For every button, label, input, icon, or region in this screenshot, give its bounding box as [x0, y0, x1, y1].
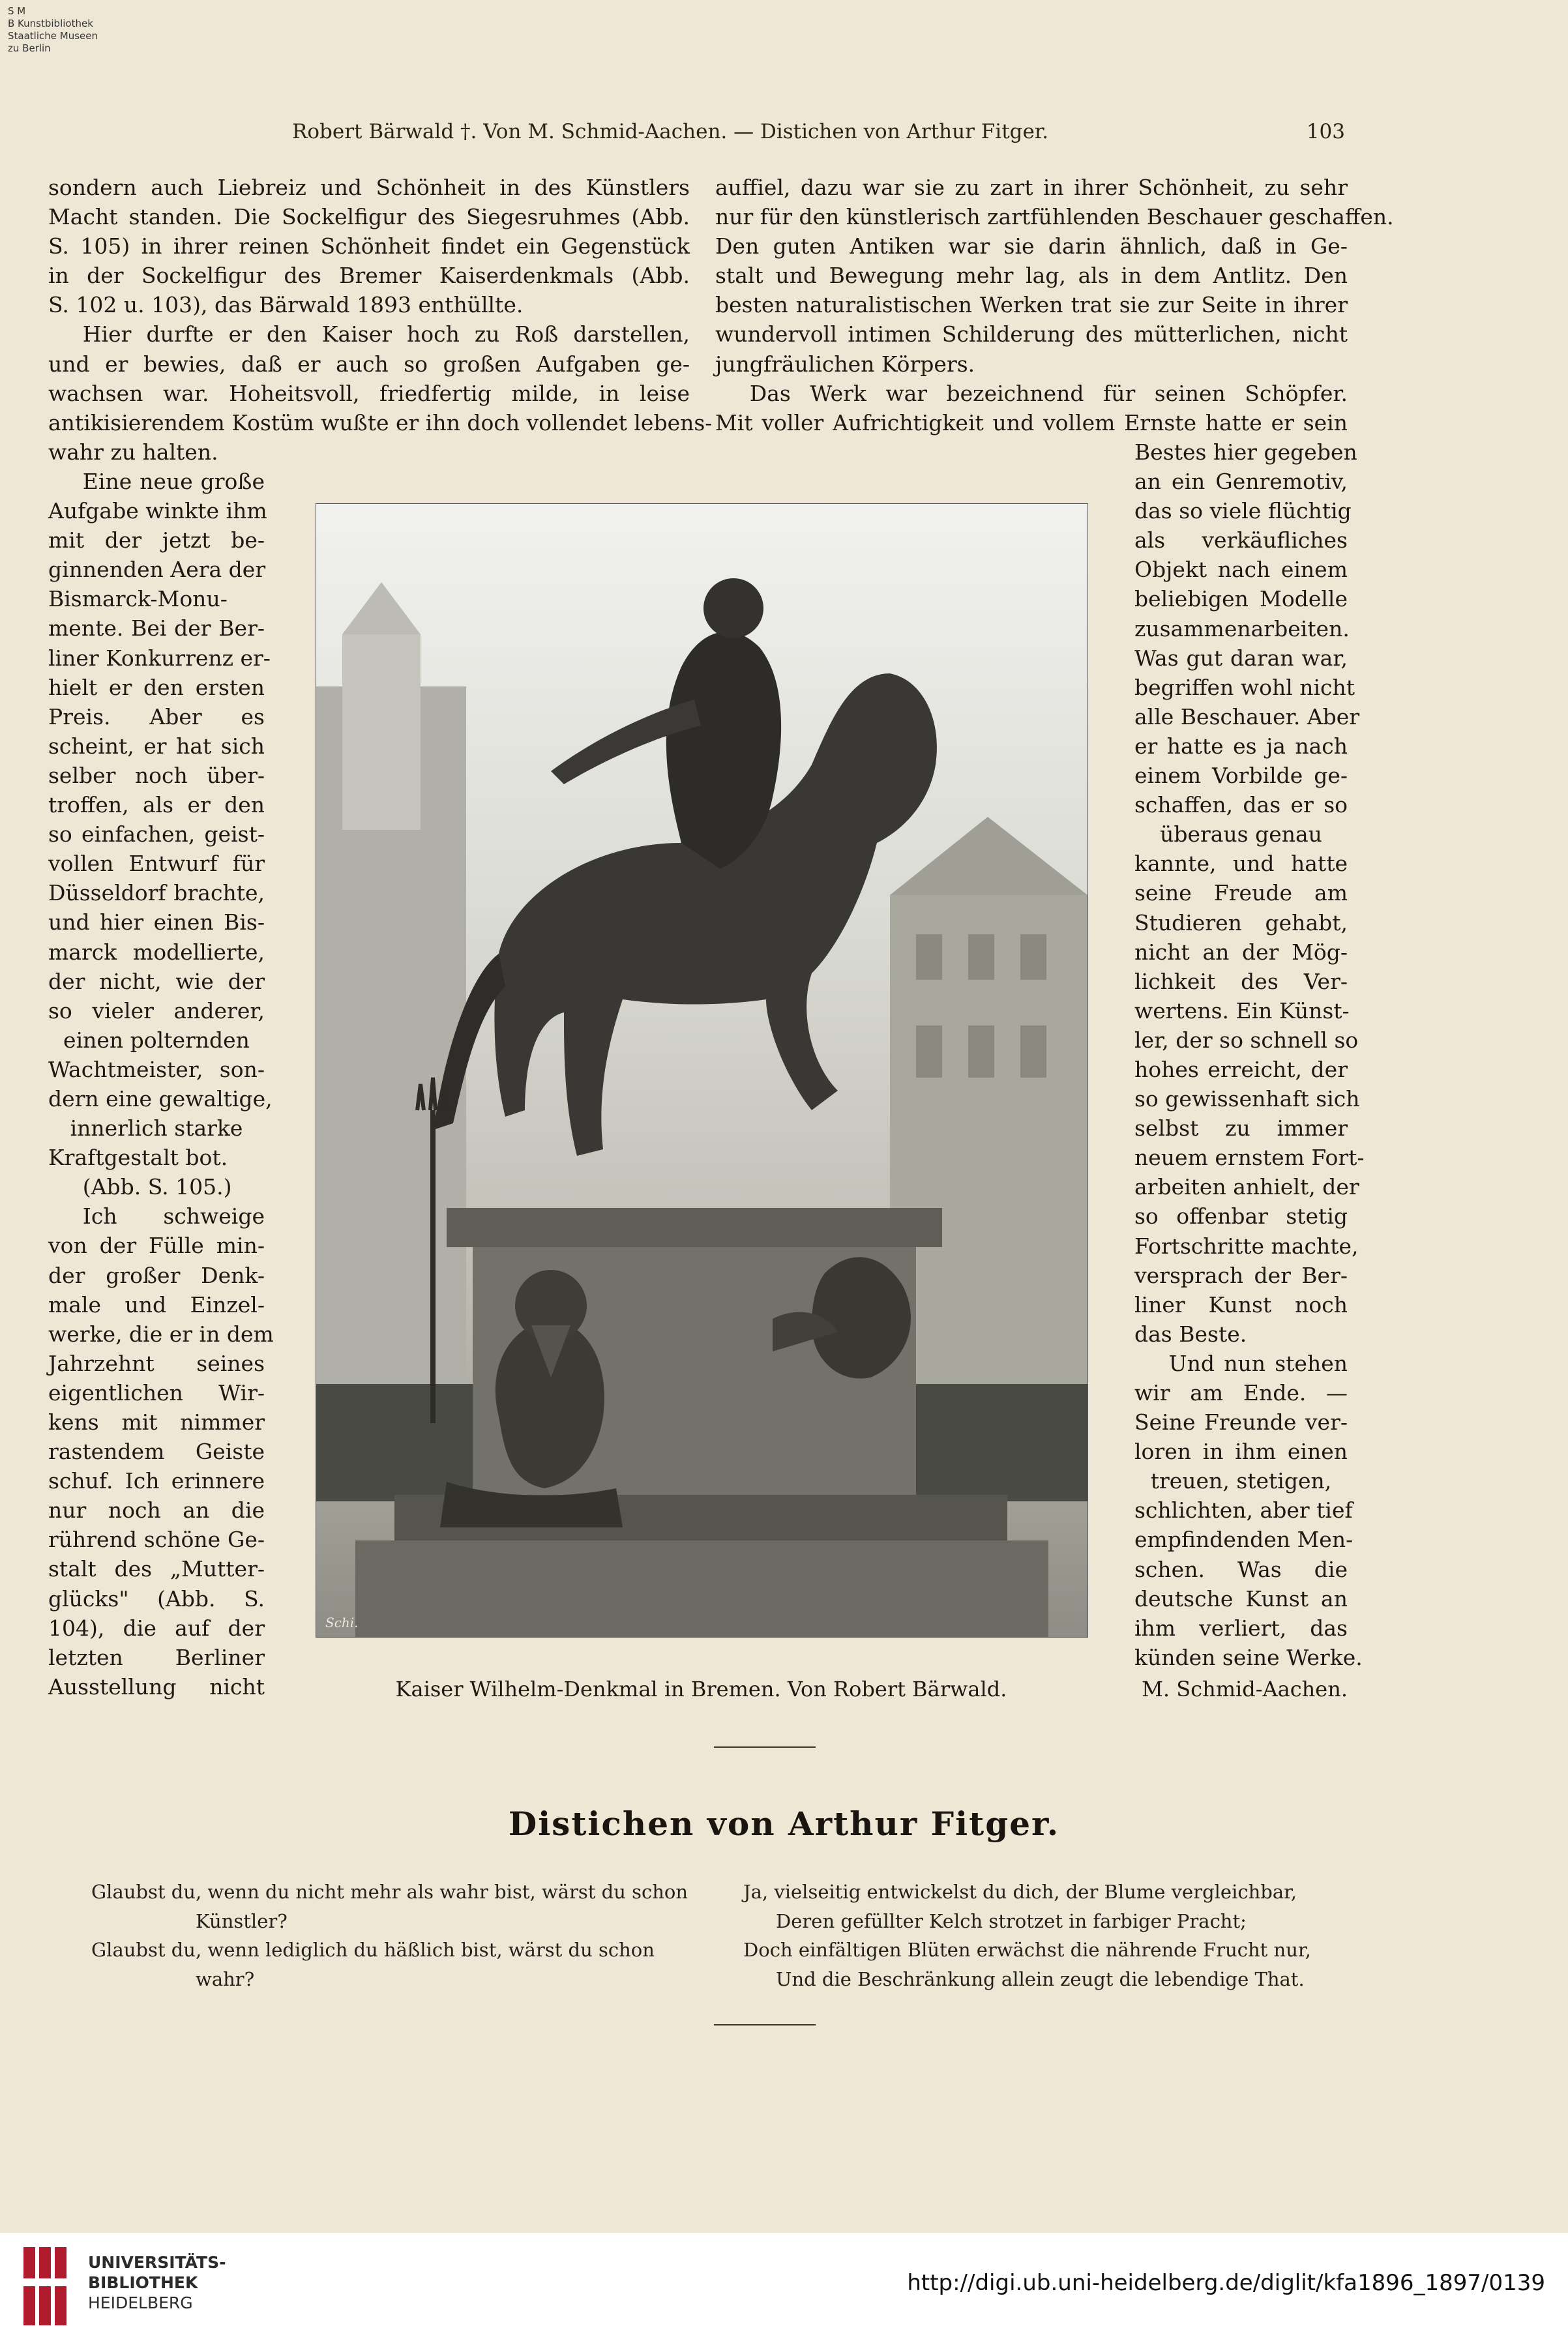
text-line: Was gut daran war, — [1134, 645, 1348, 671]
text-line: kens mit nimmer — [48, 1409, 265, 1435]
text-line: S. 102 u. 103), das Bärwald 1893 enthüllte. — [48, 292, 524, 318]
text-line: neuem ernstem Fort- — [1134, 1145, 1365, 1171]
poem-line: wahr? — [196, 1967, 255, 1990]
text-line: so gewissenhaft sich — [1134, 1086, 1360, 1112]
text-line: mit der jetzt be- — [48, 527, 265, 553]
stamp-line: Staatliche Museen — [8, 30, 98, 42]
text-line: besten naturalistischen Werken trat sie zur Seite in ihrer — [715, 292, 1348, 318]
stamp-line: S M — [8, 5, 26, 17]
text-line: schlichten, aber tief — [1134, 1497, 1353, 1524]
photo-signature: Schi. — [325, 1615, 359, 1630]
text-line: auffiel, dazu war sie zu zart in ihrer Schönheit, zu sehr — [715, 175, 1348, 200]
article-right-narrow — [1134, 437, 1365, 1672]
text-line: stalt und Bewegung mehr lag, als in dem Antlitz. Den — [715, 263, 1348, 289]
text-line: rührend schöne Ge- — [48, 1527, 265, 1553]
text-line: begriffen wohl nicht — [1134, 674, 1355, 700]
text-line: werke, die er in dem — [48, 1321, 274, 1347]
text-line: in der Sockelfigur des Bremer Kaiserdenkmals (Abb. — [48, 263, 690, 289]
library-name — [88, 2252, 226, 2313]
text-line: Jahrzehnt seines — [48, 1350, 265, 1376]
text-line: wahr zu halten. — [48, 439, 218, 465]
page-number: 103 — [1306, 120, 1345, 143]
text-line: zusammenarbeiten. — [1134, 615, 1350, 641]
poem-line: Glaubst du, wenn lediglich du häßlich bist, wärst du schon — [91, 1939, 655, 1961]
text-line: mente. Bei der Ber- — [48, 615, 265, 641]
text-line: arbeiten anhielt, der — [1134, 1174, 1359, 1200]
text-line: loren in ihm einen — [1134, 1439, 1348, 1465]
text-line: empfindenden Men- — [1134, 1527, 1354, 1553]
text-line: wachsen war. Hoheitsvoll, friedfertig milde, in leise — [48, 380, 690, 406]
university-library-logo-icon — [21, 2241, 78, 2332]
stamp-line: zu Berlin — [8, 42, 51, 54]
text-line: liner Konkurrenz er- — [48, 645, 271, 671]
text-line: das Beste. — [1134, 1321, 1247, 1347]
author-signature: M. Schmid-Aachen. — [1142, 1677, 1348, 1701]
text-line: so einfachen, geist- — [48, 821, 265, 847]
text-line: Eine neue große — [82, 469, 265, 494]
text-line: Bismarck-Monu- — [48, 586, 228, 612]
poem-line: Und die Beschränkung allein zeugt die lebendige That. — [776, 1967, 1305, 1990]
text-line: selber noch über- — [48, 762, 265, 788]
figure-caption: Kaiser Wilhelm-Denkmal in Bremen. Von Robert Bärwald. — [395, 1677, 1007, 1701]
poem-line: Deren gefüllter Kelch strotzet in farbiger Pracht; — [776, 1909, 1247, 1932]
text-line: einem Vorbilde ge- — [1134, 763, 1348, 789]
running-head-text: Robert Bärwald †. Von M. Schmid-Aachen. — Distichen von Arthur Fitger. — [292, 120, 1049, 143]
text-line: Seine Freunde ver- — [1134, 1409, 1348, 1436]
text-line: Den guten Antiken war sie darin ähnlich, daß in Ge- — [715, 233, 1348, 259]
text-line: Hier durfte er den Kaiser hoch zu Roß darstellen, — [82, 321, 690, 347]
text-line: alle Beschauer. Aber — [1134, 703, 1360, 729]
text-line: innerlich starke — [70, 1115, 243, 1141]
source-url-link[interactable]: http://digi.ub.uni-heidelberg.de/diglit/kfa1896_1897/0139 — [907, 2270, 1545, 2296]
text-line: er hatte es ja nach — [1134, 733, 1348, 759]
text-line: eigentlichen Wir- — [48, 1379, 265, 1406]
text-line: künden seine Werke. — [1134, 1644, 1363, 1670]
text-line: und er bewies, daß er auch so großen Aufgaben ge- — [48, 351, 690, 377]
text-line: sondern auch Liebreiz und Schönheit in des Künstlers — [48, 175, 690, 200]
text-line: beliebigen Modelle — [1134, 586, 1348, 612]
poem-line: Ja, vielseitig entwickelst du dich, der Blume vergleichbar, — [743, 1881, 1297, 1903]
text-line: treuen, stetigen, — [1150, 1468, 1332, 1494]
text-line: glücks" (Abb. S. — [48, 1585, 265, 1612]
text-line: ihm verliert, das — [1134, 1615, 1348, 1641]
text-line: 104), die auf der — [48, 1615, 265, 1641]
text-line: nur noch an die — [48, 1497, 265, 1524]
text-line: liner Kunst noch — [1134, 1291, 1348, 1318]
divider-rule — [714, 1746, 816, 1748]
text-line: versprach der Ber- — [1134, 1262, 1348, 1288]
distich-right — [743, 1877, 1330, 1994]
text-line: Mit voller Aufrichtigkeit und vollem Ernste hatte er sein — [715, 409, 1348, 435]
article-right-top — [715, 173, 1394, 437]
poem-line: Glaubst du, wenn du nicht mehr als wahr bist, wärst du schon — [91, 1881, 688, 1903]
text-line: kannte, und hatte — [1134, 851, 1348, 877]
text-line: stalt des „Mutter- — [48, 1556, 265, 1582]
text-line: der nicht, wie der — [48, 968, 265, 994]
text-line: Ausstellung nicht — [48, 1673, 265, 1700]
text-line: jungfräulichen Körpers. — [715, 351, 975, 377]
text-line: (Abb. S. 105.) — [82, 1174, 232, 1200]
text-line: Wachtmeister, son- — [48, 1056, 265, 1082]
monument-photo — [316, 503, 1088, 1638]
text-line: Und nun stehen — [1168, 1350, 1348, 1376]
text-line: deutsche Kunst an — [1134, 1585, 1348, 1612]
text-line: ginnenden Aera der — [48, 557, 266, 583]
text-line: scheint, er hat sich — [48, 733, 265, 759]
poems-title: Distichen von Arthur Fitger. — [508, 1804, 1060, 1843]
library-stamp — [8, 5, 98, 55]
text-line: Fortschritte machte, — [1134, 1233, 1359, 1259]
library-footer — [0, 2233, 1568, 2341]
text-line: das so viele flüchtig — [1134, 498, 1352, 524]
text-line: nur für den künstlerisch zartfühlenden Beschauer geschaffen. — [715, 204, 1394, 230]
text-line: Düsseldorf brachte, — [48, 880, 265, 906]
text-line: ler, der so schnell so — [1134, 1027, 1359, 1053]
text-line: vollen Entwurf für — [48, 851, 265, 877]
text-line: von der Fülle min- — [48, 1233, 265, 1259]
text-line: Objekt nach einem — [1134, 557, 1348, 583]
text-line: Macht standen. Die Sockelfigur des Siegesruhmes (Abb. — [48, 204, 690, 230]
library-name-line: UNIVERSITÄTS- — [88, 2253, 226, 2272]
text-line: nicht an der Mög- — [1134, 939, 1348, 965]
text-line: dern eine gewaltige, — [48, 1085, 273, 1112]
text-line: Preis. Aber es — [48, 703, 265, 729]
text-line: schaffen, das er so — [1134, 792, 1348, 818]
text-line: Bestes hier gegeben — [1134, 439, 1357, 465]
divider-rule — [714, 2024, 816, 2025]
text-line: und hier einen Bis- — [48, 909, 265, 935]
text-line: so offenbar stetig — [1134, 1203, 1348, 1229]
text-line: überaus genau — [1160, 821, 1322, 847]
monument-illustration — [316, 504, 1087, 1637]
poem-line: Künstler? — [196, 1909, 288, 1932]
article-left-top — [48, 173, 713, 467]
stamp-line: B Kunstbibliothek — [8, 18, 93, 29]
text-line: Aufgabe winkte ihm — [48, 498, 267, 524]
text-line: wertens. Ein Künst- — [1134, 997, 1350, 1023]
library-name-line: BIBLIOTHEK — [88, 2273, 198, 2292]
text-line: der großer Denk- — [48, 1262, 265, 1288]
text-line: Ich schweige — [82, 1203, 265, 1229]
text-line: Das Werk war bezeichnend für seinen Schöpfer. — [749, 380, 1348, 406]
text-line: wundervoll intimen Schilderung des mütterlichen, nicht — [715, 321, 1348, 347]
library-name-line: HEIDELBERG — [88, 2293, 193, 2312]
text-line: als verkäufliches — [1134, 527, 1348, 553]
text-line: troffen, als er den — [48, 792, 265, 818]
text-line: schen. Was die — [1134, 1556, 1348, 1582]
text-line: Kraftgestalt bot. — [48, 1145, 228, 1171]
text-line: lichkeit des Ver- — [1134, 968, 1348, 994]
text-line: antikisierendem Kostüm wußte er ihn doch vollendet lebens- — [48, 409, 713, 435]
text-line: rastendem Geiste — [48, 1439, 265, 1465]
text-line: selbst zu immer — [1134, 1115, 1348, 1141]
running-head — [292, 116, 1345, 149]
text-line: S. 105) in ihrer reinen Schönheit findet ein Gegenstück — [48, 233, 690, 259]
distich-left — [91, 1877, 688, 1994]
text-line: hielt er den ersten — [48, 674, 265, 700]
text-line: wir am Ende. — — [1134, 1380, 1348, 1406]
text-line: an ein Genremotiv, — [1134, 469, 1348, 495]
text-line: letzten Berliner — [48, 1644, 265, 1670]
text-line: so vieler anderer, — [48, 997, 265, 1023]
poem-line: Doch einfältigen Blüten erwächst die nährende Frucht nur, — [743, 1939, 1311, 1961]
text-line: einen polternden — [63, 1027, 250, 1053]
text-line: marck modellierte, — [48, 939, 265, 965]
text-line: male und Einzel- — [48, 1291, 265, 1318]
text-line: seine Freude am — [1134, 880, 1348, 906]
text-line: hohes erreicht, der — [1134, 1056, 1348, 1082]
text-line: Studieren gehabt, — [1134, 909, 1348, 935]
text-line: schuf. Ich erinnere — [48, 1468, 265, 1494]
article-left-narrow — [48, 467, 274, 1701]
